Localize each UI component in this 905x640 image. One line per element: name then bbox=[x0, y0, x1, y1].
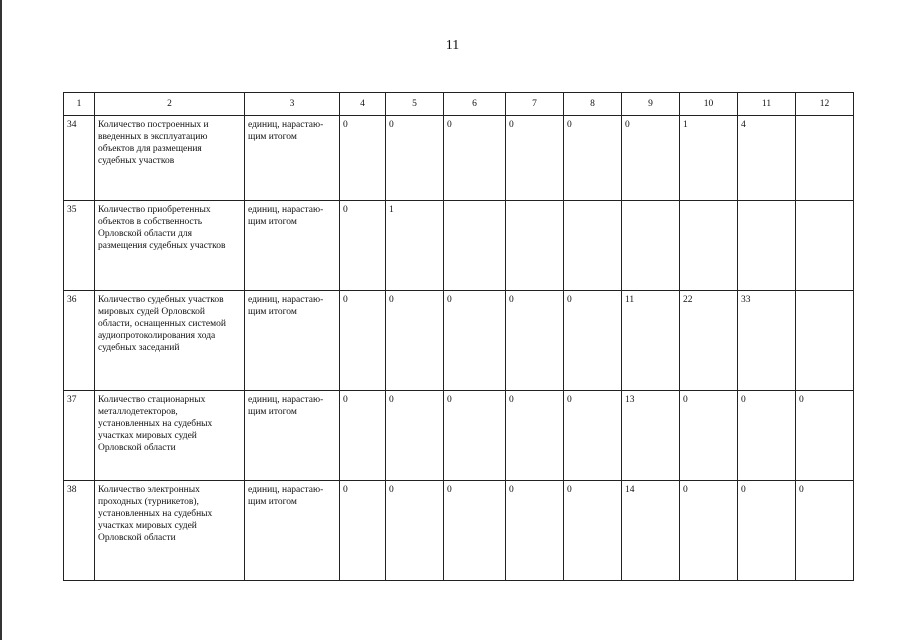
indicator-name: Количество построенных и введенных в эксплуатацию объектов для размещения судебных участков bbox=[95, 116, 245, 201]
unit-cell: единиц, нарастаю-щим итогом bbox=[245, 201, 340, 291]
value-cell: 0 bbox=[444, 116, 506, 201]
value-cell: 0 bbox=[340, 481, 386, 581]
table-header-row bbox=[64, 93, 854, 116]
value-cell bbox=[680, 201, 738, 291]
value-cell: 0 bbox=[340, 116, 386, 201]
row-number: 34 bbox=[64, 116, 95, 201]
indicator-name: Количество приобретенных объектов в собственность Орловской области для размещения судебных участков bbox=[95, 201, 245, 291]
column-header: 4 bbox=[340, 93, 386, 116]
value-cell bbox=[738, 201, 796, 291]
value-cell: 0 bbox=[564, 116, 622, 201]
table-row bbox=[64, 481, 854, 581]
value-cell bbox=[796, 291, 854, 391]
column-header: 2 bbox=[95, 93, 245, 116]
unit-cell: единиц, нарастаю-щим итогом bbox=[245, 116, 340, 201]
value-cell: 0 bbox=[386, 116, 444, 201]
value-cell: 14 bbox=[622, 481, 680, 581]
value-cell: 0 bbox=[564, 391, 622, 481]
value-cell: 0 bbox=[386, 391, 444, 481]
value-cell: 0 bbox=[386, 481, 444, 581]
value-cell: 0 bbox=[386, 291, 444, 391]
value-cell: 0 bbox=[506, 481, 564, 581]
value-cell: 1 bbox=[386, 201, 444, 291]
unit-cell: единиц, нарастаю-щим итогом bbox=[245, 291, 340, 391]
column-header: 11 bbox=[738, 93, 796, 116]
row-number: 35 bbox=[64, 201, 95, 291]
value-cell: 22 bbox=[680, 291, 738, 391]
value-cell: 1 bbox=[680, 116, 738, 201]
column-header: 9 bbox=[622, 93, 680, 116]
value-cell bbox=[506, 201, 564, 291]
column-header: 5 bbox=[386, 93, 444, 116]
value-cell: 13 bbox=[622, 391, 680, 481]
value-cell: 0 bbox=[340, 391, 386, 481]
column-header: 6 bbox=[444, 93, 506, 116]
value-cell: 0 bbox=[622, 116, 680, 201]
value-cell: 0 bbox=[506, 291, 564, 391]
value-cell: 0 bbox=[506, 391, 564, 481]
value-cell: 0 bbox=[796, 391, 854, 481]
row-number: 37 bbox=[64, 391, 95, 481]
table-row bbox=[64, 291, 854, 391]
column-header: 1 bbox=[64, 93, 95, 116]
column-header: 12 bbox=[796, 93, 854, 116]
value-cell: 0 bbox=[340, 201, 386, 291]
value-cell bbox=[796, 116, 854, 201]
column-header: 8 bbox=[564, 93, 622, 116]
table-row bbox=[64, 201, 854, 291]
indicator-table bbox=[63, 92, 854, 581]
value-cell: 0 bbox=[680, 391, 738, 481]
value-cell: 0 bbox=[444, 481, 506, 581]
value-cell: 0 bbox=[340, 291, 386, 391]
column-header: 3 bbox=[245, 93, 340, 116]
row-number: 38 bbox=[64, 481, 95, 581]
value-cell bbox=[796, 201, 854, 291]
value-cell: 0 bbox=[444, 291, 506, 391]
value-cell: 11 bbox=[622, 291, 680, 391]
value-cell: 0 bbox=[738, 481, 796, 581]
value-cell: 0 bbox=[796, 481, 854, 581]
page-number: 11 bbox=[445, 38, 460, 53]
value-cell: 4 bbox=[738, 116, 796, 201]
value-cell: 33 bbox=[738, 291, 796, 391]
column-header: 10 bbox=[680, 93, 738, 116]
value-cell bbox=[564, 201, 622, 291]
value-cell: 0 bbox=[564, 481, 622, 581]
page-left-border bbox=[0, 0, 2, 640]
value-cell bbox=[444, 201, 506, 291]
value-cell: 0 bbox=[564, 291, 622, 391]
indicator-name: Количество электронных проходных (турникетов), установленных на судебных участках мировых судей Орловской области bbox=[95, 481, 245, 581]
value-cell: 0 bbox=[738, 391, 796, 481]
unit-cell: единиц, нарастаю-щим итогом bbox=[245, 481, 340, 581]
table-row bbox=[64, 116, 854, 201]
indicator-name: Количество судебных участков мировых судей Орловской области, оснащенных системой аудиопротоколирования хода судебных заседаний bbox=[95, 291, 245, 391]
value-cell: 0 bbox=[444, 391, 506, 481]
value-cell: 0 bbox=[680, 481, 738, 581]
value-cell: 0 bbox=[506, 116, 564, 201]
unit-cell: единиц, нарастаю-щим итогом bbox=[245, 391, 340, 481]
indicator-name: Количество стационарных металлодетекторов, установленных на судебных участках мировых судей Орловской области bbox=[95, 391, 245, 481]
row-number: 36 bbox=[64, 291, 95, 391]
table-row bbox=[64, 391, 854, 481]
value-cell bbox=[622, 201, 680, 291]
column-header: 7 bbox=[506, 93, 564, 116]
